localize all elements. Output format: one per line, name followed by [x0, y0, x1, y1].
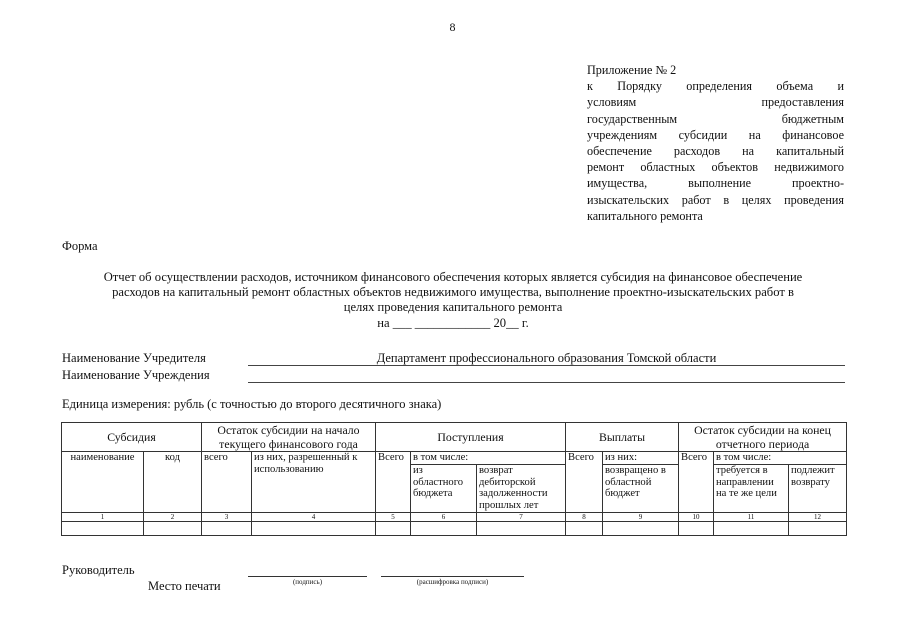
institution-label: Наименование Учреждения: [62, 368, 210, 382]
column-number: 6: [411, 512, 477, 521]
appendix-line: обеспечение расходов на капитальный: [587, 144, 844, 159]
header-balance-start: Остаток субсидии на начало текущего финансового года: [202, 423, 376, 452]
col-payments-of-which: из них:: [603, 452, 679, 465]
appendix-line: Приложение № 2: [587, 63, 677, 77]
table-cell: [679, 521, 714, 535]
col-end-refund: подлежит возврату: [789, 464, 847, 512]
founder-underline: [248, 365, 845, 366]
page-number: 8: [449, 20, 456, 34]
col-payments-total: Всего: [566, 452, 603, 513]
col-end-required: требуется в направлении на те же цели: [714, 464, 789, 512]
appendix-line: условиям предоставления: [587, 95, 844, 110]
institution-underline: [248, 382, 845, 383]
table-cell: [252, 521, 376, 535]
col-receipts-debt-return: возврат дебиторской задолженности прошлых лет: [477, 464, 566, 512]
column-number: 3: [202, 512, 252, 521]
table-cell: [714, 521, 789, 535]
founder-value: Департамент профессионального образования Томской области: [376, 351, 717, 365]
column-number: 7: [477, 512, 566, 521]
seal-label: Место печати: [148, 579, 221, 593]
appendix-line: государственным бюджетным: [587, 111, 844, 126]
header-payments: Выплаты: [566, 423, 679, 452]
column-number: 5: [376, 512, 411, 521]
report-date-line: на ___ ____________ 20__ г.: [377, 315, 529, 330]
appendix-line: имущества, выполнение проектно-: [587, 176, 844, 191]
report-title-line: расходов на капитальный ремонт областных объектов недвижимого имущества, выполнение проектно-изыскательских работ в: [112, 285, 794, 300]
appendix-line: капитального ремонта: [587, 208, 703, 223]
table-empty-row: [62, 521, 847, 535]
col-start-allowed: из них, разрешенный к использованию: [252, 452, 376, 513]
col-end-total: Всего: [679, 452, 714, 513]
table-header-row: [62, 423, 847, 452]
header-balance-end: Остаток субсидии на конец отчетного периода: [679, 423, 847, 452]
signature-line: [248, 576, 367, 577]
col-end-including: в том числе:: [714, 452, 847, 465]
signature-decode-caption: (расшифровка подписи): [416, 578, 489, 586]
form-label: Форма: [62, 239, 98, 253]
column-number: 9: [603, 512, 679, 521]
column-number: 12: [789, 512, 847, 521]
table-number-row: [62, 512, 847, 521]
column-number: 8: [566, 512, 603, 521]
table-cell: [62, 521, 144, 535]
col-code: код: [144, 452, 202, 513]
table-cell: [411, 521, 477, 535]
signature-decode-line: [381, 576, 524, 577]
col-receipts-total: Всего: [376, 452, 411, 513]
col-start-total: всего: [202, 452, 252, 513]
col-payments-returned: возвращено в областной бюджет: [603, 464, 679, 512]
appendix-line: учреждениям субсидии на финансовое: [587, 127, 844, 142]
header-subsidy: Субсидия: [62, 423, 202, 452]
table-cell: [477, 521, 566, 535]
table-cell: [566, 521, 603, 535]
column-number: 1: [62, 512, 144, 521]
appendix-line: к Порядку определения объема и: [587, 79, 844, 94]
column-number: 4: [252, 512, 376, 521]
table-cell: [144, 521, 202, 535]
column-number: 11: [714, 512, 789, 521]
col-receipts-regional: из областного бюджета: [411, 464, 477, 512]
table-cell: [789, 521, 847, 535]
table-cell: [603, 521, 679, 535]
head-label: Руководитель: [62, 563, 135, 577]
report-title: [40, 270, 866, 331]
table-subheader-row: [62, 452, 847, 465]
header-receipts: Поступления: [376, 423, 566, 452]
column-number: 2: [144, 512, 202, 521]
signature-caption: (подпись): [292, 578, 323, 586]
report-title-line: Отчет об осуществлении расходов, источником финансового обеспечения которых является субсидия на финансовое обеспечение: [103, 270, 803, 284]
appendix-line: ремонт областных объектов недвижимого: [587, 160, 844, 175]
unit-of-measure: Единица измерения: рубль (с точностью до второго десятичного знака): [62, 397, 442, 411]
table-cell: [376, 521, 411, 535]
table-cell: [202, 521, 252, 535]
founder-label: Наименование Учредителя: [62, 351, 206, 365]
report-title-line: целях проведения капитального ремонта: [343, 300, 563, 315]
appendix-block: [587, 62, 844, 224]
report-table: [61, 422, 847, 536]
appendix-line: изыскательских работ в целях проведения: [587, 192, 844, 207]
col-name: наименование: [62, 452, 144, 513]
column-number: 10: [679, 512, 714, 521]
col-receipts-including: в том числе:: [411, 452, 566, 465]
